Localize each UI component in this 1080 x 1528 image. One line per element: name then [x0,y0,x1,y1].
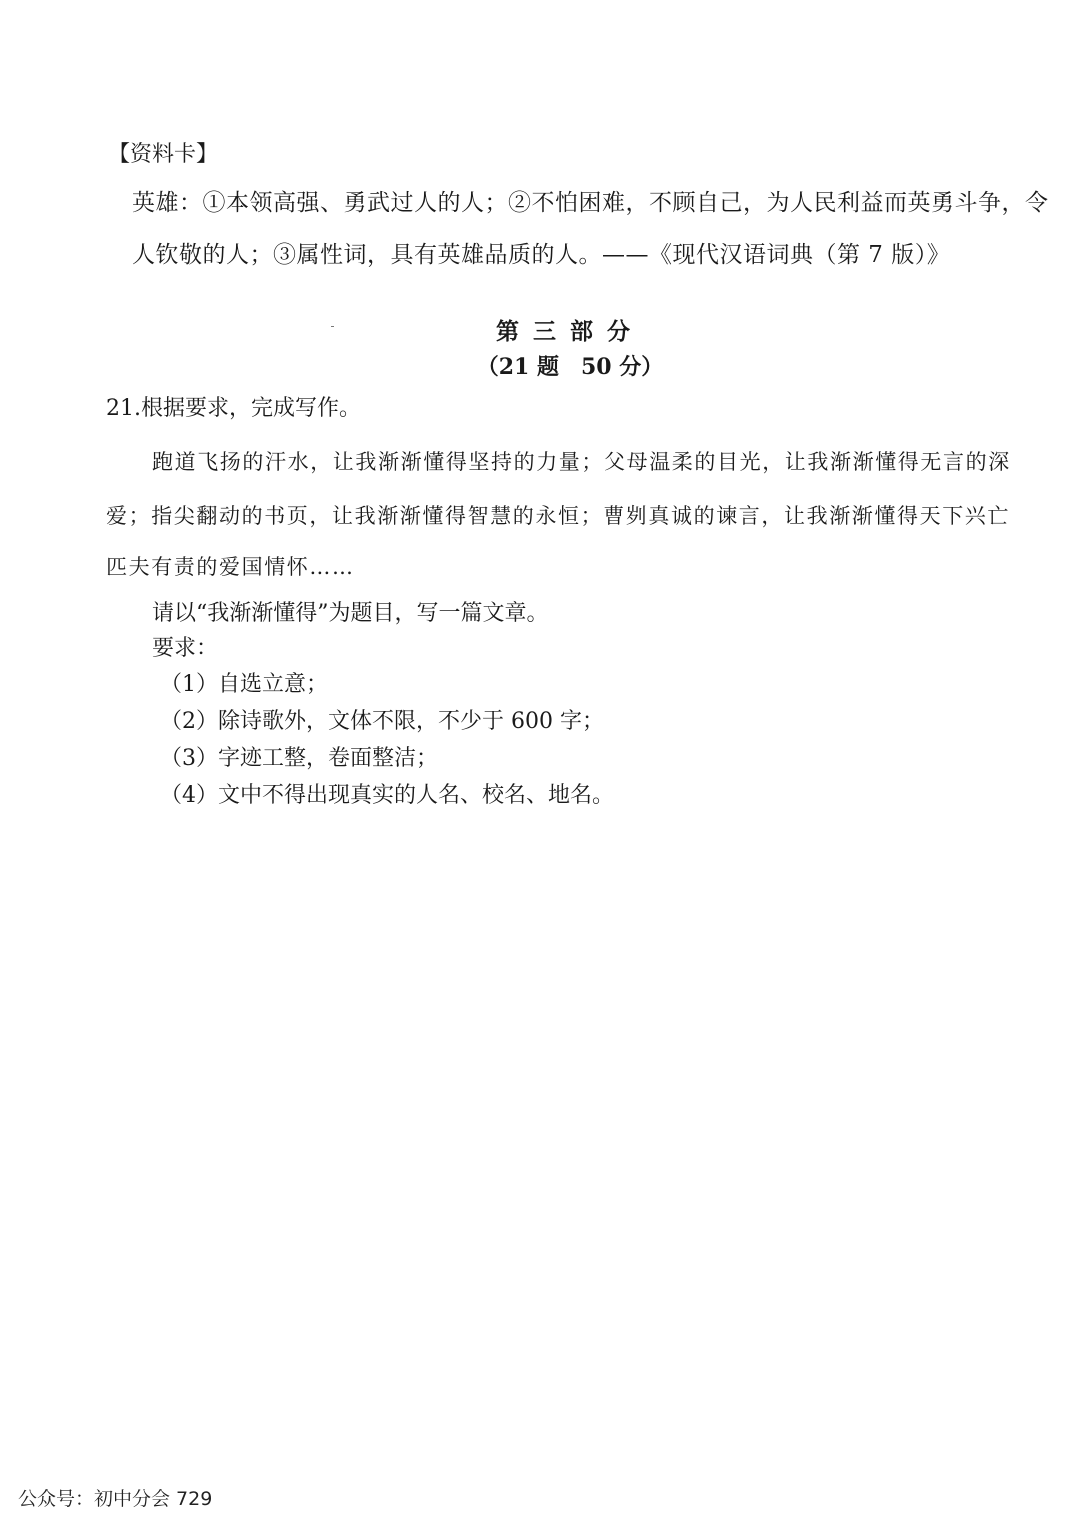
section-title: 第三部分 [496,318,644,345]
requirements-label: 要求： [152,636,219,661]
requirement-item: （3）字迹工整，卷面整洁； [160,746,438,771]
footer-watermark: 公众号：初中分会 729 [18,1488,213,1510]
info-card-title: 【资料卡】 [108,142,219,167]
question-prompt-line-3: 匹夫有责的爱国情怀…… [106,555,355,579]
question-prompt-line-2: 爱；指尖翻动的书页，让我渐渐懂得智慧的永恒；曹刿真诚的谏言，让我渐渐懂得天下兴亡 [106,504,1010,528]
writing-instruction: 请以“我渐渐懂得”为题目，写一篇文章。 [152,601,549,626]
question-title: 21.根据要求，完成写作。 [106,396,361,421]
section-subtitle: （21 题 50 分） [476,354,664,380]
requirement-item: （2）除诗歌外，文体不限，不少于 600 字； [160,709,604,734]
requirement-item: （1）自选立意； [160,672,328,697]
info-card-definition-line-1: 英雄：①本领高强、勇武过人的人；②不怕困难，不顾自己，为人民利益而英勇斗争，令 [132,190,1049,216]
question-prompt-line-1: 跑道飞扬的汗水，让我渐渐懂得坚持的力量；父母温柔的目光，让我渐渐懂得无言的深 [152,450,1011,474]
info-card-definition-line-2: 人钦敬的人；③属性词，具有英雄品质的人。——《现代汉语词典（第 7 版）》 [132,242,951,268]
requirement-item: （4）文中不得出现真实的人名、校名、地名。 [160,783,614,808]
